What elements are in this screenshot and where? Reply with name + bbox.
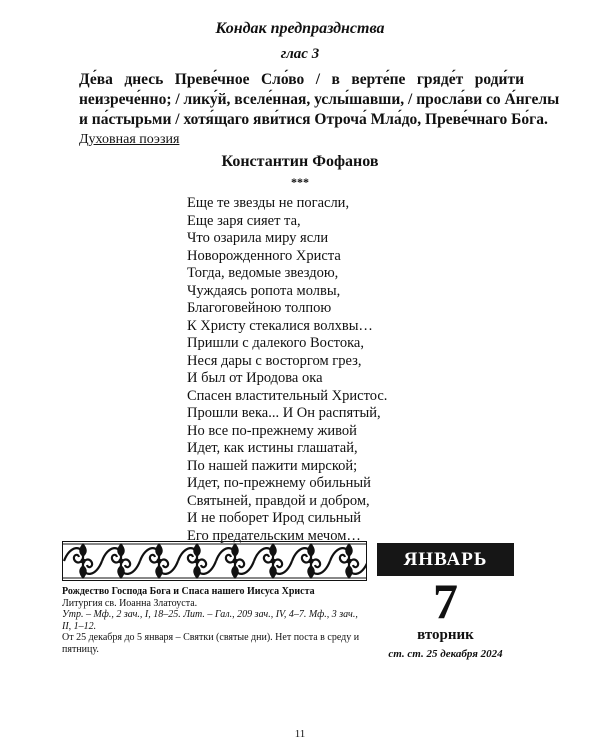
poem-line: Спасен властительный Христос.	[187, 387, 388, 404]
kondak-line: Де́ва днесь Преве́чное Сло́во / в верте́пе гряде́т роди́ти	[79, 71, 524, 88]
poem-line: Что озарила миру ясли	[187, 230, 329, 246]
month-label: ЯНВАРЬ	[377, 543, 514, 576]
poem-line: Новорожденного Христа	[187, 247, 341, 264]
old-style-date: ст. ст. 25 декабря 2024	[388, 648, 503, 660]
liturgy-note: Литургия св. Иоанна Златоуста.	[62, 597, 198, 609]
poem-line: Чуждаясь ропота молвы,	[187, 282, 341, 299]
poem-text	[187, 195, 387, 545]
poem-author: Константин Фофанов	[221, 153, 379, 170]
poem-line: Благоговейною толпою	[187, 300, 332, 316]
day-info	[62, 586, 367, 655]
ornament-band-icon	[62, 541, 367, 581]
weekday: вторник	[417, 627, 474, 643]
poem-line: Пришли с далекого Востока,	[187, 335, 364, 351]
poem-line: И был от Иродова ока	[187, 370, 323, 386]
kondak-title: Кондак предпразднства	[215, 20, 385, 37]
poem-line: Но все по-прежнему живой	[187, 422, 357, 439]
kondak-line: неизрече́нно; / лику́й, вселе́нная, услы́шавши, / просла́ви со А́нгелы	[79, 91, 560, 108]
poem-line: Его предательским мечом…	[187, 527, 361, 544]
section-label: Духовная поэзия	[79, 132, 180, 147]
poem-line: Святыней, правдой и добром,	[187, 492, 370, 509]
poem-line: Тогда, ведомые звездою,	[187, 265, 339, 281]
poem-line: Неся дары с восторгом грез,	[187, 352, 362, 369]
poem-line: К Христу стекалися волхвы…	[187, 317, 373, 334]
poem-line: И не поборет Ирод сильный	[187, 510, 362, 526]
kondak-line: и па́стырьми / хотя́щаго яви́тися Отроча́ Мла́до, Преве́чнаго Бо́га.	[79, 111, 548, 128]
poem-line: По нашей пажити мирской;	[187, 457, 358, 474]
day-number: 7	[433, 573, 458, 629]
scripture-readings: Утр. – Мф., 2 зач., I, 18–25. Лит. – Гал., 209 зач., IV, 4–7. Мф., 3 зач., II, 1–12.	[62, 609, 358, 632]
poem-line: Идет, как истины глашатай,	[187, 440, 358, 456]
poem-line: Идет, по-прежнему обильный	[187, 475, 371, 491]
poem-stars: ***	[291, 175, 309, 189]
poem-line: Еще те звезды не погасли,	[187, 195, 350, 211]
kondak-tone: глас 3	[280, 46, 320, 62]
feast-title: Рождество Господа Бога и Спаса нашего Иисуса Христа	[62, 586, 315, 597]
kondak-text	[79, 70, 560, 130]
poem-line: Еще заря сияет та,	[187, 212, 301, 229]
page-number: 11	[294, 728, 306, 740]
poem-line: Прошли века... И Он распятый,	[187, 405, 381, 421]
fasting-note: От 25 декабря до 5 января – Святки (святые дни). Нет поста в среду и пятницу.	[62, 632, 360, 655]
